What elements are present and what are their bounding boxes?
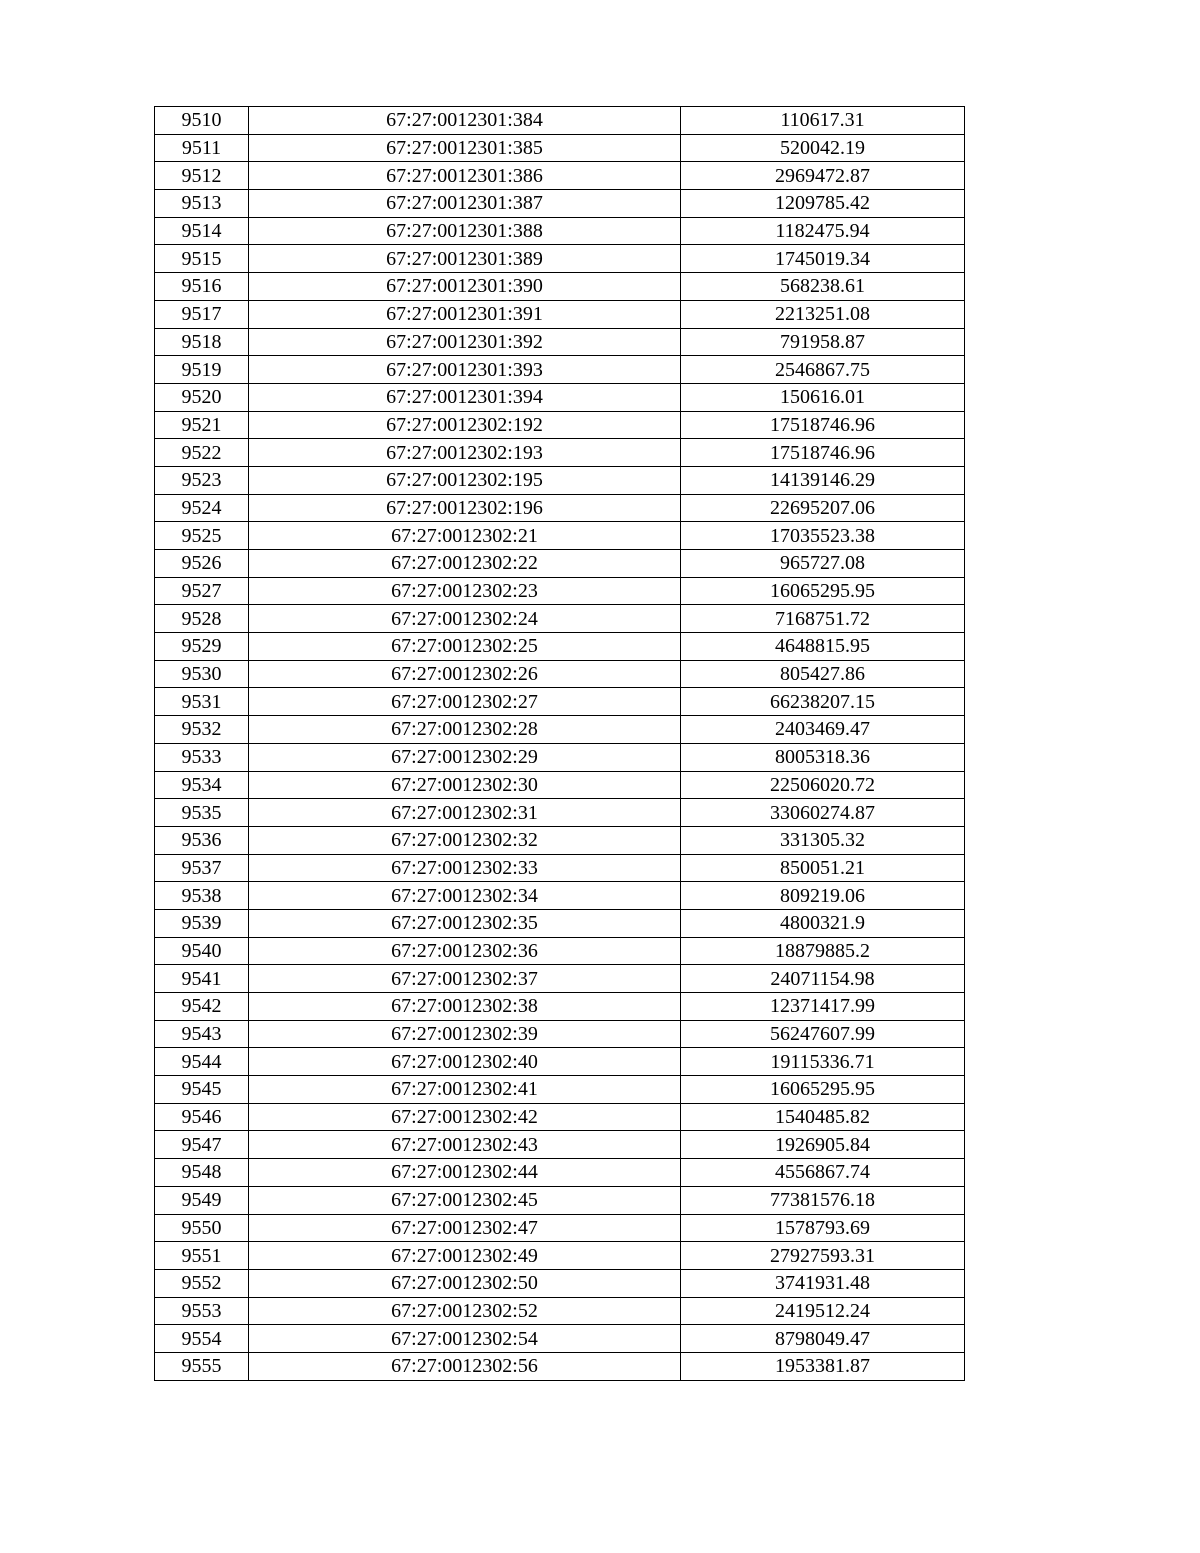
cadastral-number-cell: 67:27:0012301:393 [249,356,681,384]
table-row [155,550,965,578]
row-number-cell: 9517 [155,300,249,328]
cadastral-number-cell: 67:27:0012301:386 [249,162,681,190]
cadastral-number-cell: 67:27:0012302:31 [249,799,681,827]
table-row [155,1048,965,1076]
table-row [155,743,965,771]
row-number-cell: 9514 [155,217,249,245]
cadastral-number-cell: 67:27:0012301:389 [249,245,681,273]
cadastral-value-cell: 22695207.06 [681,494,965,522]
cadastral-value-cell: 18879885.2 [681,937,965,965]
cadastral-value-cell: 850051.21 [681,854,965,882]
cadastral-number-cell: 67:27:0012302:34 [249,882,681,910]
cadastral-number-cell: 67:27:0012301:392 [249,328,681,356]
cadastral-value-cell: 33060274.87 [681,799,965,827]
cadastral-number-cell: 67:27:0012302:39 [249,1020,681,1048]
cadastral-number-cell: 67:27:0012302:54 [249,1325,681,1353]
row-number-cell: 9541 [155,965,249,993]
row-number-cell: 9510 [155,107,249,135]
table-row [155,660,965,688]
table-row [155,328,965,356]
row-number-cell: 9529 [155,633,249,661]
cadastral-value-table [154,106,965,1381]
row-number-cell: 9540 [155,937,249,965]
row-number-cell: 9539 [155,909,249,937]
table-row [155,605,965,633]
table-body [155,107,965,1381]
cadastral-number-cell: 67:27:0012302:33 [249,854,681,882]
cadastral-number-cell: 67:27:0012302:21 [249,522,681,550]
cadastral-value-cell: 568238.61 [681,273,965,301]
table-row [155,522,965,550]
cadastral-number-cell: 67:27:0012302:30 [249,771,681,799]
row-number-cell: 9532 [155,716,249,744]
table-row [155,799,965,827]
cadastral-number-cell: 67:27:0012302:35 [249,909,681,937]
table-row [155,162,965,190]
cadastral-number-cell: 67:27:0012302:52 [249,1297,681,1325]
table-row [155,1297,965,1325]
row-number-cell: 9536 [155,826,249,854]
table-row [155,577,965,605]
row-number-cell: 9515 [155,245,249,273]
row-number-cell: 9554 [155,1325,249,1353]
row-number-cell: 9513 [155,190,249,218]
cadastral-number-cell: 67:27:0012301:388 [249,217,681,245]
row-number-cell: 9555 [155,1352,249,1380]
table-row [155,1020,965,1048]
table-row [155,1103,965,1131]
cadastral-number-cell: 67:27:0012301:384 [249,107,681,135]
row-number-cell: 9512 [155,162,249,190]
table-row [155,633,965,661]
cadastral-number-cell: 67:27:0012302:42 [249,1103,681,1131]
row-number-cell: 9531 [155,688,249,716]
cadastral-value-cell: 1578793.69 [681,1214,965,1242]
cadastral-value-cell: 520042.19 [681,134,965,162]
cadastral-value-cell: 66238207.15 [681,688,965,716]
cadastral-value-cell: 24071154.98 [681,965,965,993]
cadastral-value-cell: 809219.06 [681,882,965,910]
cadastral-number-cell: 67:27:0012302:45 [249,1186,681,1214]
table-row [155,383,965,411]
cadastral-number-cell: 67:27:0012302:40 [249,1048,681,1076]
table-row [155,826,965,854]
row-number-cell: 9553 [155,1297,249,1325]
cadastral-value-cell: 16065295.95 [681,577,965,605]
cadastral-number-cell: 67:27:0012302:41 [249,1076,681,1104]
row-number-cell: 9527 [155,577,249,605]
row-number-cell: 9550 [155,1214,249,1242]
row-number-cell: 9528 [155,605,249,633]
cadastral-number-cell: 67:27:0012302:27 [249,688,681,716]
cadastral-value-cell: 19115336.71 [681,1048,965,1076]
cadastral-number-cell: 67:27:0012302:196 [249,494,681,522]
cadastral-number-cell: 67:27:0012302:28 [249,716,681,744]
cadastral-number-cell: 67:27:0012302:44 [249,1159,681,1187]
cadastral-number-cell: 67:27:0012302:49 [249,1242,681,1270]
row-number-cell: 9544 [155,1048,249,1076]
cadastral-number-cell: 67:27:0012301:387 [249,190,681,218]
row-number-cell: 9545 [155,1076,249,1104]
row-number-cell: 9525 [155,522,249,550]
table-row [155,245,965,273]
cadastral-number-cell: 67:27:0012302:47 [249,1214,681,1242]
cadastral-value-cell: 150616.01 [681,383,965,411]
row-number-cell: 9548 [155,1159,249,1187]
row-number-cell: 9542 [155,993,249,1021]
row-number-cell: 9518 [155,328,249,356]
cadastral-value-cell: 1182475.94 [681,217,965,245]
cadastral-value-cell: 1745019.34 [681,245,965,273]
table-row [155,937,965,965]
row-number-cell: 9543 [155,1020,249,1048]
cadastral-number-cell: 67:27:0012302:23 [249,577,681,605]
cadastral-value-cell: 1926905.84 [681,1131,965,1159]
cadastral-value-cell: 7168751.72 [681,605,965,633]
cadastral-value-cell: 12371417.99 [681,993,965,1021]
table-row [155,1214,965,1242]
cadastral-number-cell: 67:27:0012302:38 [249,993,681,1021]
table-row [155,1352,965,1380]
cadastral-number-cell: 67:27:0012302:193 [249,439,681,467]
row-number-cell: 9533 [155,743,249,771]
cadastral-value-cell: 2969472.87 [681,162,965,190]
table-row [155,882,965,910]
cadastral-value-cell: 1540485.82 [681,1103,965,1131]
cadastral-number-cell: 67:27:0012301:385 [249,134,681,162]
row-number-cell: 9520 [155,383,249,411]
cadastral-value-cell: 110617.31 [681,107,965,135]
row-number-cell: 9522 [155,439,249,467]
cadastral-value-cell: 805427.86 [681,660,965,688]
cadastral-value-cell: 17035523.38 [681,522,965,550]
cadastral-value-cell: 77381576.18 [681,1186,965,1214]
cadastral-number-cell: 67:27:0012302:25 [249,633,681,661]
row-number-cell: 9547 [155,1131,249,1159]
cadastral-value-cell: 2213251.08 [681,300,965,328]
row-number-cell: 9552 [155,1269,249,1297]
cadastral-number-cell: 67:27:0012302:24 [249,605,681,633]
table-row [155,854,965,882]
table-row [155,1076,965,1104]
cadastral-number-cell: 67:27:0012301:394 [249,383,681,411]
table-row [155,1325,965,1353]
table-row [155,107,965,135]
table-row [155,134,965,162]
cadastral-number-cell: 67:27:0012301:390 [249,273,681,301]
cadastral-number-cell: 67:27:0012302:36 [249,937,681,965]
cadastral-value-cell: 8798049.47 [681,1325,965,1353]
cadastral-number-cell: 67:27:0012302:192 [249,411,681,439]
cadastral-number-cell: 67:27:0012302:37 [249,965,681,993]
cadastral-value-cell: 2546867.75 [681,356,965,384]
table-row [155,1242,965,1270]
row-number-cell: 9530 [155,660,249,688]
table-row [155,439,965,467]
cadastral-value-cell: 4800321.9 [681,909,965,937]
row-number-cell: 9516 [155,273,249,301]
cadastral-value-cell: 791958.87 [681,328,965,356]
cadastral-number-cell: 67:27:0012302:56 [249,1352,681,1380]
cadastral-number-cell: 67:27:0012302:29 [249,743,681,771]
table-row [155,190,965,218]
cadastral-value-cell: 16065295.95 [681,1076,965,1104]
table-row [155,494,965,522]
row-number-cell: 9537 [155,854,249,882]
cadastral-value-cell: 8005318.36 [681,743,965,771]
row-number-cell: 9521 [155,411,249,439]
table-row [155,356,965,384]
row-number-cell: 9519 [155,356,249,384]
cadastral-value-cell: 2419512.24 [681,1297,965,1325]
table-row [155,1131,965,1159]
cadastral-value-cell: 1953381.87 [681,1352,965,1380]
table-row [155,411,965,439]
table-row [155,217,965,245]
row-number-cell: 9538 [155,882,249,910]
row-number-cell: 9526 [155,550,249,578]
cadastral-number-cell: 67:27:0012302:22 [249,550,681,578]
cadastral-value-cell: 56247607.99 [681,1020,965,1048]
table-row [155,300,965,328]
table-row [155,771,965,799]
table-row [155,466,965,494]
cadastral-number-cell: 67:27:0012302:43 [249,1131,681,1159]
cadastral-value-cell: 2403469.47 [681,716,965,744]
table-row [155,716,965,744]
row-number-cell: 9549 [155,1186,249,1214]
table-row [155,965,965,993]
row-number-cell: 9523 [155,466,249,494]
row-number-cell: 9535 [155,799,249,827]
cadastral-value-cell: 965727.08 [681,550,965,578]
table-row [155,993,965,1021]
table-row [155,1269,965,1297]
cadastral-value-cell: 14139146.29 [681,466,965,494]
table-row [155,688,965,716]
cadastral-value-cell: 27927593.31 [681,1242,965,1270]
table-row [155,273,965,301]
cadastral-number-cell: 67:27:0012302:26 [249,660,681,688]
table-row [155,1186,965,1214]
table-row [155,1159,965,1187]
cadastral-number-cell: 67:27:0012302:195 [249,466,681,494]
cadastral-value-cell: 1209785.42 [681,190,965,218]
cadastral-value-cell: 17518746.96 [681,439,965,467]
row-number-cell: 9534 [155,771,249,799]
cadastral-value-cell: 3741931.48 [681,1269,965,1297]
cadastral-number-cell: 67:27:0012302:32 [249,826,681,854]
cadastral-number-cell: 67:27:0012301:391 [249,300,681,328]
cadastral-number-cell: 67:27:0012302:50 [249,1269,681,1297]
row-number-cell: 9511 [155,134,249,162]
cadastral-value-cell: 4556867.74 [681,1159,965,1187]
cadastral-value-cell: 17518746.96 [681,411,965,439]
cadastral-value-cell: 4648815.95 [681,633,965,661]
row-number-cell: 9551 [155,1242,249,1270]
row-number-cell: 9524 [155,494,249,522]
cadastral-value-cell: 331305.32 [681,826,965,854]
table-row [155,909,965,937]
row-number-cell: 9546 [155,1103,249,1131]
cadastral-value-cell: 22506020.72 [681,771,965,799]
